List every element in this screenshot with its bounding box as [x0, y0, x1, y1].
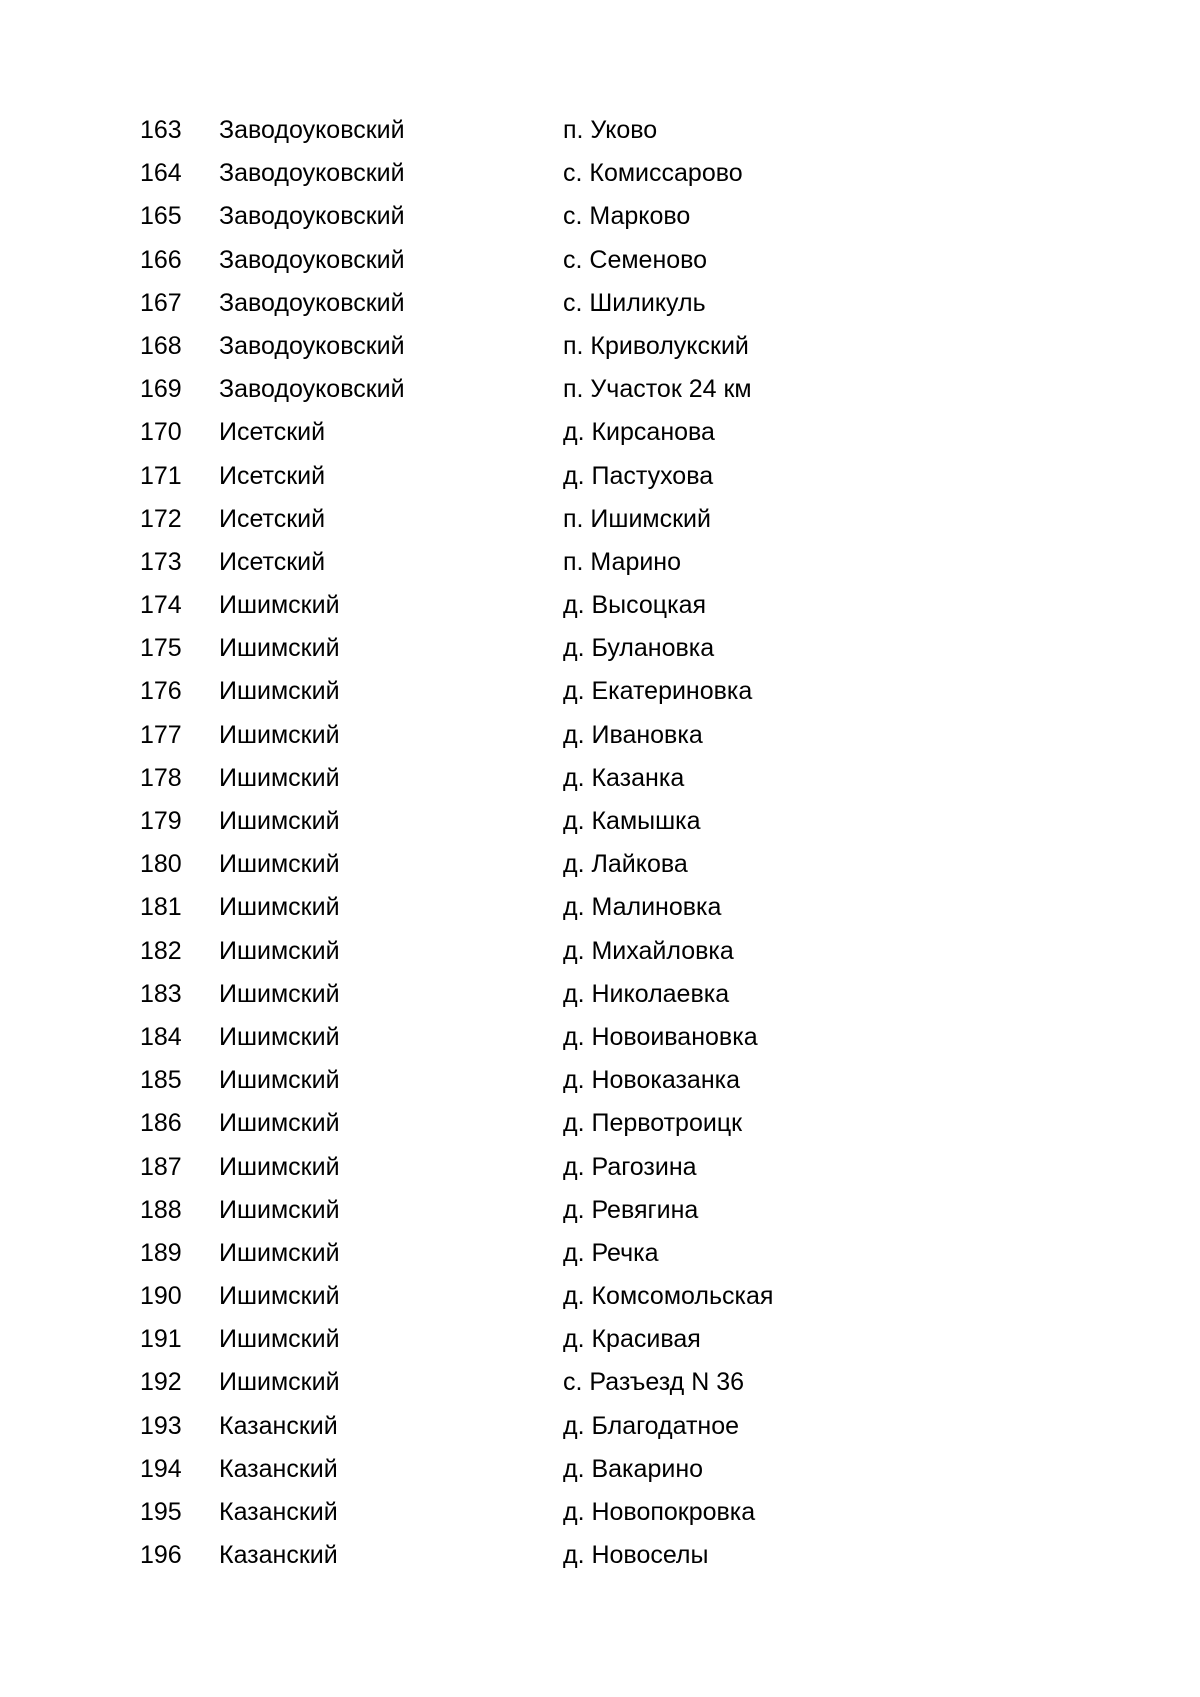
- table-row: [0, 1541, 1200, 1584]
- table-row: [0, 807, 1200, 850]
- table-row: [0, 418, 1200, 461]
- row-number: 181: [140, 893, 182, 922]
- locality-name: п. Марино: [563, 547, 682, 576]
- district-name: Ишимский: [219, 1368, 340, 1397]
- district-name: Заводоуковский: [219, 159, 405, 188]
- table-row: [0, 462, 1200, 505]
- row-number: 164: [140, 159, 182, 188]
- table-row: [0, 202, 1200, 245]
- locality-name: с. Разъезд N 36: [563, 1368, 745, 1397]
- table-row: [0, 1066, 1200, 1109]
- locality-name: д. Новоивановка: [563, 1022, 758, 1051]
- district-name: Заводоуковский: [219, 116, 405, 144]
- table-row: [0, 893, 1200, 936]
- district-name: Заводоуковский: [219, 202, 405, 231]
- locality-name: п. Ишимский: [563, 504, 711, 533]
- district-name: Заводоуковский: [219, 288, 405, 317]
- table-row: [0, 721, 1200, 764]
- settlements-table: [0, 116, 1200, 1584]
- locality-name: д. Екатериновка: [563, 677, 753, 706]
- row-number: 180: [140, 850, 182, 879]
- locality-name: д. Булановка: [563, 634, 715, 663]
- row-number: 175: [140, 634, 182, 663]
- row-number: 179: [140, 807, 182, 835]
- locality-name: п. Участок 24 км: [563, 375, 752, 404]
- table-row: [0, 591, 1200, 634]
- district-name: Ишимский: [219, 1195, 340, 1224]
- row-number: 169: [140, 375, 182, 404]
- row-number: 166: [140, 245, 182, 274]
- table-row: [0, 548, 1200, 591]
- locality-name: д. Кирсанова: [563, 418, 715, 447]
- district-name: Казанский: [219, 1498, 338, 1526]
- district-name: Казанский: [219, 1454, 338, 1483]
- table-row: [0, 937, 1200, 980]
- locality-name: д. Первотроицк: [563, 1109, 743, 1138]
- locality-name: п. Уково: [563, 116, 658, 144]
- table-row: [0, 1412, 1200, 1455]
- locality-name: с. Марково: [563, 202, 691, 231]
- locality-name: д. Михайловка: [563, 936, 734, 965]
- district-name: Исетский: [219, 418, 326, 447]
- table-row: [0, 1153, 1200, 1196]
- district-name: Исетский: [219, 547, 326, 576]
- row-number: 171: [140, 461, 182, 490]
- row-number: 182: [140, 936, 182, 965]
- locality-name: с. Шиликуль: [563, 288, 706, 317]
- locality-name: д. Ивановка: [563, 720, 703, 749]
- locality-name: с. Семеново: [563, 245, 708, 274]
- locality-name: д. Казанка: [563, 763, 685, 792]
- row-number: 184: [140, 1022, 182, 1051]
- district-name: Ишимский: [219, 1238, 340, 1267]
- locality-name: д. Николаевка: [563, 979, 730, 1008]
- table-row: [0, 332, 1200, 375]
- row-number: 165: [140, 202, 182, 231]
- table-row: [0, 1325, 1200, 1368]
- district-name: Заводоуковский: [219, 331, 405, 360]
- district-name: Ишимский: [219, 936, 340, 965]
- row-number: 178: [140, 763, 182, 792]
- table-row: [0, 289, 1200, 332]
- locality-name: д. Малиновка: [563, 893, 722, 922]
- locality-name: д. Пастухова: [563, 461, 714, 490]
- row-number: 185: [140, 1066, 182, 1095]
- district-name: Ишимский: [219, 850, 340, 879]
- row-number: 177: [140, 720, 182, 749]
- locality-name: д. Красивая: [563, 1325, 701, 1354]
- table-row: [0, 1455, 1200, 1498]
- district-name: Исетский: [219, 461, 326, 490]
- locality-name: д. Новоселы: [563, 1541, 709, 1570]
- row-number: 187: [140, 1152, 182, 1181]
- table-row: [0, 1239, 1200, 1282]
- locality-name: д. Рагозина: [563, 1152, 697, 1181]
- row-number: 196: [140, 1541, 182, 1570]
- table-row: [0, 677, 1200, 720]
- row-number: 167: [140, 288, 182, 317]
- table-row: [0, 116, 1200, 159]
- row-number: 173: [140, 547, 182, 576]
- district-name: Ишимский: [219, 807, 340, 835]
- district-name: Ишимский: [219, 591, 340, 620]
- locality-name: с. Комиссарово: [563, 159, 743, 188]
- table-row: [0, 1196, 1200, 1239]
- row-number: 188: [140, 1195, 182, 1224]
- district-name: Ишимский: [219, 1022, 340, 1051]
- district-name: Заводоуковский: [219, 245, 405, 274]
- table-row: [0, 159, 1200, 202]
- district-name: Казанский: [219, 1411, 338, 1440]
- table-row: [0, 1498, 1200, 1541]
- locality-name: д. Благодатное: [563, 1411, 740, 1440]
- row-number: 190: [140, 1282, 182, 1311]
- table-row: [0, 375, 1200, 418]
- row-number: 194: [140, 1454, 182, 1483]
- table-row: [0, 1023, 1200, 1066]
- table-row: [0, 1109, 1200, 1152]
- table-row: [0, 1368, 1200, 1411]
- locality-name: д. Новопокровка: [563, 1498, 756, 1526]
- locality-name: д. Комсомольская: [563, 1282, 774, 1311]
- row-number: 183: [140, 979, 182, 1008]
- row-number: 192: [140, 1368, 182, 1397]
- district-name: Ишимский: [219, 677, 340, 706]
- row-number: 186: [140, 1109, 182, 1138]
- locality-name: д. Вакарино: [563, 1454, 704, 1483]
- district-name: Ишимский: [219, 763, 340, 792]
- locality-name: п. Криволукский: [563, 331, 749, 360]
- district-name: Ишимский: [219, 979, 340, 1008]
- district-name: Ишимский: [219, 893, 340, 922]
- row-number: 193: [140, 1411, 182, 1440]
- table-row: [0, 634, 1200, 677]
- district-name: Ишимский: [219, 1066, 340, 1095]
- row-number: 172: [140, 504, 182, 533]
- district-name: Заводоуковский: [219, 375, 405, 404]
- table-row: [0, 246, 1200, 289]
- table-row: [0, 850, 1200, 893]
- table-row: [0, 764, 1200, 807]
- district-name: Ишимский: [219, 1152, 340, 1181]
- locality-name: д. Речка: [563, 1238, 659, 1267]
- district-name: Ишимский: [219, 1282, 340, 1311]
- locality-name: д. Высоцкая: [563, 591, 707, 620]
- locality-name: д. Камышка: [563, 807, 701, 835]
- table-row: [0, 980, 1200, 1023]
- locality-name: д. Новоказанка: [563, 1066, 741, 1095]
- table-row: [0, 505, 1200, 548]
- row-number: 170: [140, 418, 182, 447]
- district-name: Исетский: [219, 504, 326, 533]
- row-number: 176: [140, 677, 182, 706]
- row-number: 195: [140, 1498, 182, 1526]
- district-name: Казанский: [219, 1541, 338, 1570]
- locality-name: д. Лайкова: [563, 850, 688, 879]
- district-name: Ишимский: [219, 1325, 340, 1354]
- row-number: 163: [140, 116, 182, 144]
- row-number: 189: [140, 1238, 182, 1267]
- locality-name: д. Ревягина: [563, 1195, 699, 1224]
- row-number: 191: [140, 1325, 182, 1354]
- district-name: Ишимский: [219, 720, 340, 749]
- district-name: Ишимский: [219, 1109, 340, 1138]
- row-number: 168: [140, 331, 182, 360]
- table-row: [0, 1282, 1200, 1325]
- row-number: 174: [140, 591, 182, 620]
- district-name: Ишимский: [219, 634, 340, 663]
